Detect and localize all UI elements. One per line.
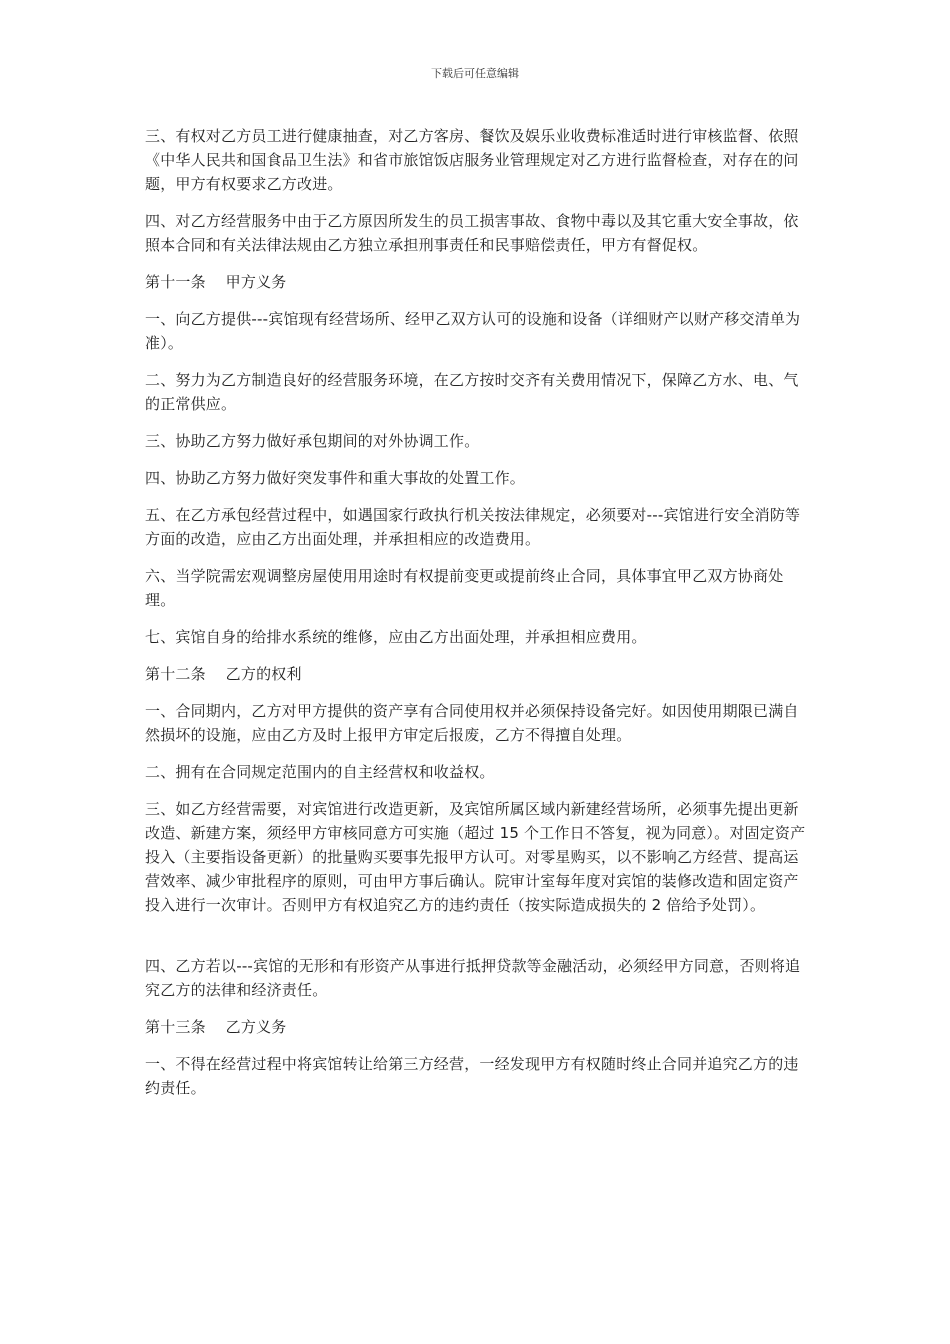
paragraph-article-11-item-6: 六、当学院需宏观调整房屋使用用途时有权提前变更或提前终止合同，具体事宜甲乙双方协商处理。 xyxy=(145,567,784,609)
document-body xyxy=(145,124,807,1113)
blank-line xyxy=(145,930,807,954)
section-heading-article-13: 第十三条 乙方义务 xyxy=(145,1018,287,1036)
paragraph-article-11-item-3: 三、协助乙方努力做好承包期间的对外协调工作。 xyxy=(145,432,480,450)
paragraph-article-12-item-2: 二、拥有在合同规定范围内的自主经营权和收益权。 xyxy=(145,763,495,781)
paragraph-article-11-item-1: 一、向乙方提供---宾馆现有经营场所、经甲乙双方认可的设施和设备（详细财产以财产移交清单为准）。 xyxy=(145,310,801,352)
paragraph-article-11-item-7: 七、宾馆自身的给排水系统的维修，应由乙方出面处理，并承担相应费用。 xyxy=(145,628,647,646)
section-heading-article-12: 第十二条 乙方的权利 xyxy=(145,665,302,683)
paragraph-article-12-item-1: 一、合同期内，乙方对甲方提供的资产享有合同使用权并必须保持设备完好。如因使用期限已满自然损坏的设施，应由乙方及时上报甲方审定后报废，乙方不得擅自处理。 xyxy=(145,702,799,744)
paragraph-article-11-item-4: 四、协助乙方努力做好突发事件和重大事故的处置工作。 xyxy=(145,469,526,487)
paragraph-clause-10-item-4: 四、对乙方经营服务中由于乙方原因所发生的员工损害事故、食物中毒以及其它重大安全事故，依照本合同和有关法律法规由乙方独立承担刑事责任和民事赔偿责任，甲方有督促权。 xyxy=(145,212,799,254)
paragraph-article-12-item-4: 四、乙方若以---宾馆的无形和有形资产从事进行抵押贷款等金融活动，必须经甲方同意，否则将追究乙方的法律和经济责任。 xyxy=(145,957,801,999)
paragraph-article-13-item-1: 一、不得在经营过程中将宾馆转让给第三方经营，一经发现甲方有权随时终止合同并追究乙方的违约责任。 xyxy=(145,1055,799,1097)
section-heading-article-11: 第十一条 甲方义务 xyxy=(145,273,287,291)
paragraph-article-12-item-3: 三、如乙方经营需要，对宾馆进行改造更新，及宾馆所属区域内新建经营场所，必须事先提出更新改造、新建方案，须经甲方审核同意方可实施（超过 15 个工作日不答复，视为同意）。对固定资产投入（主要指设备更新）的批量购买要事先报甲方认可。对零星购买，以不影响乙方经营、提高运营效率、减少审批程序的原则，可由甲方事后确认。院审计室每年度对宾馆的装修改造和固定资产投入进行一次审计。否则甲方有权追究乙方的违约责任（按实际造成损失的 2 倍给予处罚）。 xyxy=(145,800,806,914)
paragraph-article-11-item-2: 二、努力为乙方制造良好的经营服务环境，在乙方按时交齐有关费用情况下，保障乙方水、电、气的正常供应。 xyxy=(145,371,799,413)
paragraph-article-11-item-5: 五、在乙方承包经营过程中，如遇国家行政执行机关按法律规定，必须要对---宾馆进行安全消防等方面的改造，应由乙方出面处理，并承担相应的改造费用。 xyxy=(145,506,801,548)
page-header: 下载后可任意编辑 xyxy=(431,67,519,80)
paragraph-clause-10-item-3: 三、有权对乙方员工进行健康抽查，对乙方客房、餐饮及娱乐业收费标准适时进行审核监督、依照《中华人民共和国食品卫生法》和省市旅馆饭店服务业管理规定对乙方进行监督检查，对存在的问题，甲方有权要求乙方改进。 xyxy=(145,127,799,193)
